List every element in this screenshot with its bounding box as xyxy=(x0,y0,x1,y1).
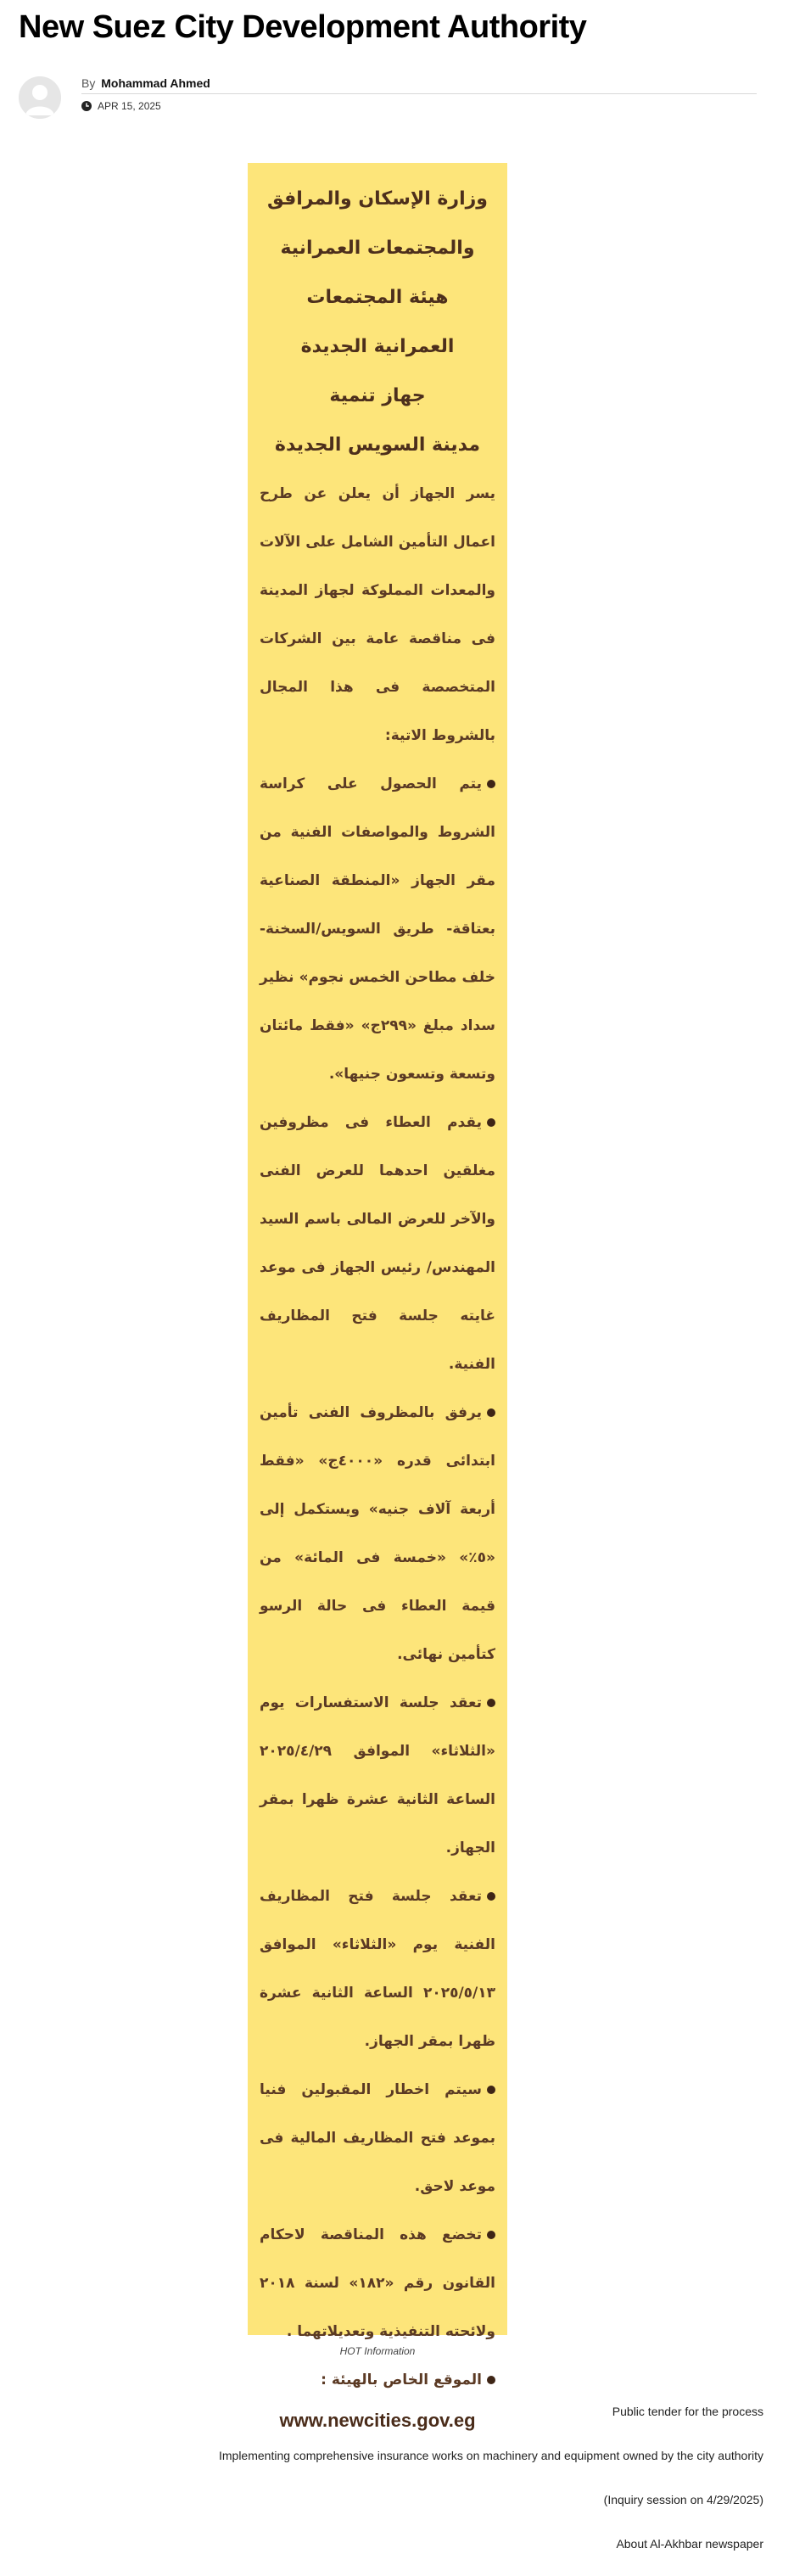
author-avatar[interactable] xyxy=(19,76,61,119)
bullet-icon xyxy=(487,1699,495,1707)
bullet-icon xyxy=(487,780,495,788)
translation-text xyxy=(34,2400,763,2576)
ad-bullet-text: يتم الحصول على كراسة الشروط والمواصفات الفنية من مقر الجهاز «المنطقة الصناعية بعتاقة- طريق السويس/السخنة- خلف مطاحن الخمس نجوم» نظير سداد مبلغ «٢٩٩ج» «فقط مائتان وتسعة وتسعون جنيها». xyxy=(260,776,495,1083)
bullet-icon xyxy=(487,2231,495,2239)
ad-intro: يسر الجهاز أن يعلن عن طرح اعمال التأمين الشامل على الآلات والمعدات المملوكة لجهاز المدينة فى مناقصة عامة بين الشركات المتخصصة فى هذا المجال بالشروط الاتية: xyxy=(260,485,495,744)
bullet-icon xyxy=(487,2376,495,2384)
ad-bullet xyxy=(260,1099,495,1389)
author-name-link[interactable]: Mohammad Ahmed xyxy=(101,76,210,90)
by-label: By xyxy=(81,76,96,90)
ad-bullet-text: تعقد جلسة الاستفسارات يوم «الثلاثاء» الموافق ٢٠٢٥/٤/٢٩ الساعة الثانية عشرة ظهرا بمقر الجهاز. xyxy=(260,1694,495,1856)
ad-bullet xyxy=(260,2356,495,2405)
ad-bullet-text: يقدم العطاء فى مظروفين مغلقين احدهما للعرض الفنى والآخر للعرض المالى باسم السيد المهندس/ رئيس الجهاز فى موعد غايته جلسة فتح المظاريف الفنية. xyxy=(260,1114,495,1373)
ad-bullet xyxy=(260,760,495,1099)
clock-icon xyxy=(81,101,92,111)
bullet-icon xyxy=(487,1408,495,1417)
bullet-icon xyxy=(487,1892,495,1901)
bullet-icon xyxy=(487,1118,495,1127)
ad-bullet-text: سيتم اخطار المقبولين فنيا بموعد فتح المظاريف المالية فى موعد لاحق. xyxy=(260,2081,495,2195)
publish-date-text: APR 15, 2025 xyxy=(98,100,161,112)
translation-line: Implementing comprehensive insurance works on machinery and equipment owned by the city authority xyxy=(218,2449,763,2462)
ad-heading xyxy=(260,175,495,470)
ad-bullet xyxy=(260,1873,495,2066)
article-title: New Suez City Development Authority xyxy=(19,9,587,45)
ad-heading-line: هيئة المجتمعات xyxy=(306,287,449,308)
byline xyxy=(81,76,210,90)
translation-line: About Al-Akhbar newspaper xyxy=(616,2537,763,2551)
ad-heading-line: مدينة السويس الجديدة xyxy=(275,434,480,456)
translation-line: Public tender for the process xyxy=(612,2405,763,2418)
ad-bullet xyxy=(260,1679,495,1873)
publish-date xyxy=(81,100,161,112)
bullet-icon xyxy=(487,2086,495,2094)
ad-heading-line: العمرانية الجديدة xyxy=(300,336,455,357)
byline-divider xyxy=(81,93,757,94)
translation-line: (Inquiry session on 4/29/2025) xyxy=(603,2493,763,2506)
ad-bullet xyxy=(260,2211,495,2356)
author-meta xyxy=(19,75,757,126)
ad-bullet-text: يرفق بالمظروف الفنى تأمين ابتدائى قدره «٤٠٠٠ج» «فقط أربعة آلاف جنيه» ويستكمل إلى «٥٪» «خمسة فى المائة» من قيمة العطاء فى حالة الرسو كتأمين نهائى. xyxy=(260,1404,495,1663)
ad-bullet-text: تعقد جلسة فتح المظاريف الفنية يوم «الثلاثاء» الموافق ٢٠٢٥/٥/١٣ الساعة الثانية عشرة ظهرا بمقر الجهاز. xyxy=(260,1888,495,2050)
ad-heading-line: وزارة الإسكان والمرافق xyxy=(267,188,488,210)
ad-bullet xyxy=(260,1389,495,1679)
user-avatar-icon xyxy=(19,76,61,119)
ad-bullet-text: الموقع الخاص بالهيئة : xyxy=(321,2372,482,2388)
ad-website-url: www.newcities.gov.eg xyxy=(279,2410,476,2431)
ad-bullet xyxy=(260,2066,495,2211)
ad-heading-line: جهاز تنمية xyxy=(329,385,426,406)
image-caption: HOT Information xyxy=(339,2345,416,2357)
ad-bullet-text: تخضع هذه المناقصة لاحكام القانون رقم «١٨٢» لسنة ٢٠١٨ ولائحته التنفيذية وتعديلاتهما . xyxy=(260,2226,496,2340)
ad-heading-line: والمجتمعات العمرانية xyxy=(280,238,475,259)
